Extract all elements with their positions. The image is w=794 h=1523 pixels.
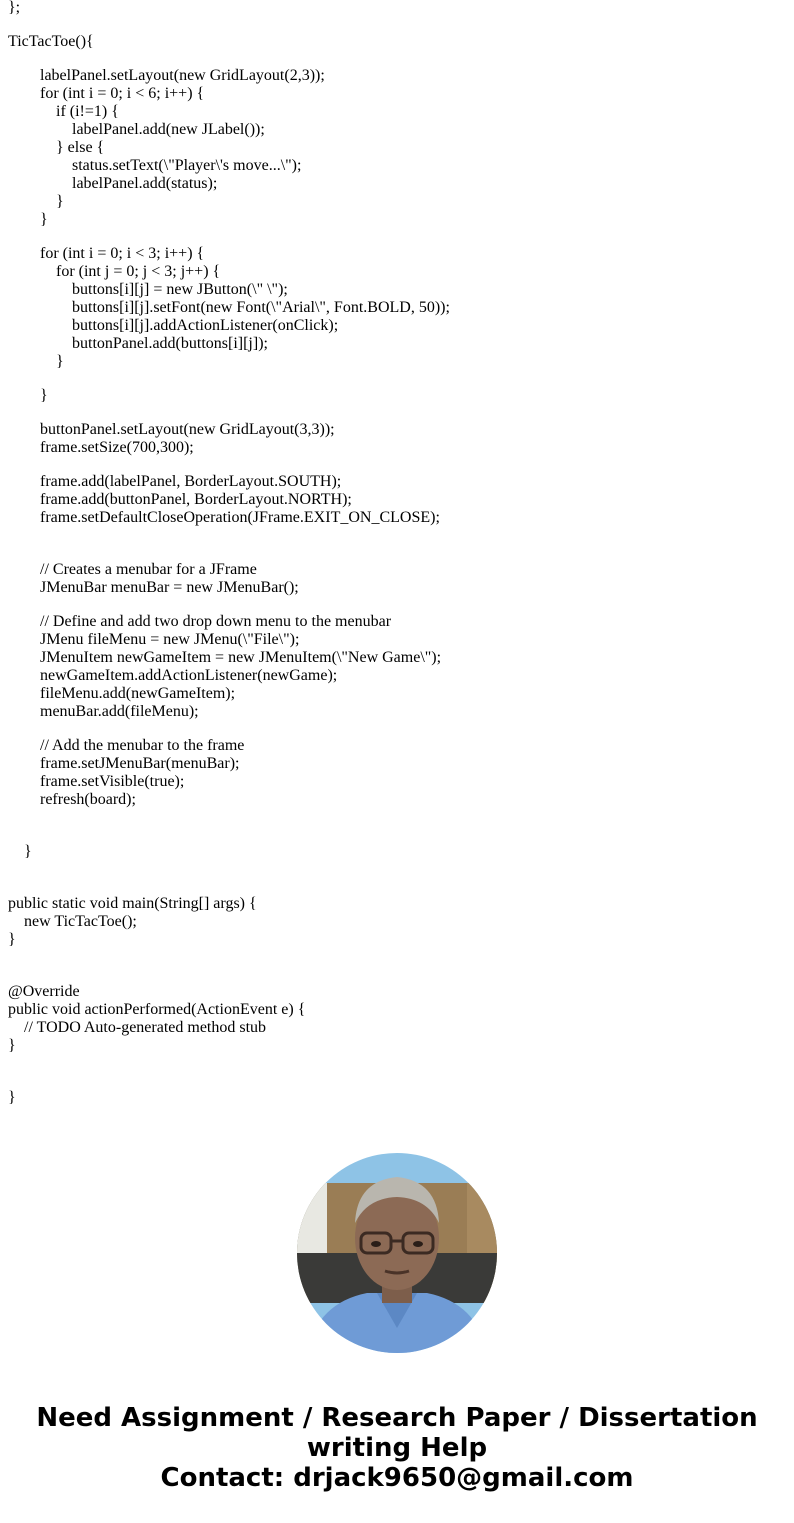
code-line: // Define and add two drop down menu to the menubar [40,613,392,630]
code-line: TicTacToe(){ [8,33,94,50]
code-line: // Add the menubar to the frame [40,737,245,754]
code-line: }; [8,0,21,16]
code-line: } [24,843,32,860]
code-line: buttons[i][j].addActionListener(onClick); [72,317,339,334]
code-line: } [8,1037,16,1054]
code-line: labelPanel.add(status); [72,175,218,192]
code-line: frame.add(buttonPanel, BorderLayout.NORTH); [40,491,352,508]
code-line: new TicTacToe(); [24,913,137,930]
code-line: labelPanel.add(new JLabel()); [72,121,265,138]
code-line: } [56,353,64,370]
code-line: } else { [56,139,105,156]
code-line: status.setText(\"Player\'s move...\"); [72,157,302,174]
code-line: } [8,931,16,948]
code-line: } [56,193,64,210]
code-line: newGameItem.addActionListener(newGame); [40,667,338,684]
author-avatar [297,1153,497,1353]
code-line: buttonPanel.add(buttons[i][j]); [72,335,268,352]
code-line: JMenuItem newGameItem = new JMenuItem(\"New Game\"); [40,649,442,666]
promo-line-2: writing Help [306,1433,488,1463]
code-line: buttons[i][j] = new JButton(\" \"); [72,281,288,298]
code-line: buttonPanel.setLayout(new GridLayout(3,3)); [40,421,335,438]
code-line: } [8,1089,16,1106]
promo-line-1: Need Assignment / Research Paper / Dissertation [36,1403,758,1433]
code-line: frame.setVisible(true); [40,773,185,790]
code-line: } [40,211,48,228]
promo-contact: Contact: drjack9650@gmail.com [160,1463,634,1493]
code-line: frame.setDefaultCloseOperation(JFrame.EXIT_ON_CLOSE); [40,509,440,526]
code-line: for (int i = 0; i < 6; i++) { [40,85,205,102]
author-photo-icon [297,1153,497,1353]
code-line: refresh(board); [40,791,136,808]
code-line: for (int j = 0; j < 3; j++) { [56,263,221,280]
code-line: frame.setJMenuBar(menuBar); [40,755,240,772]
code-line: } [40,387,48,404]
code-line: // TODO Auto-generated method stub [24,1019,267,1036]
code-line: @Override [8,983,80,1000]
code-line: public static void main(String[] args) { [8,895,257,912]
code-line: for (int i = 0; i < 3; i++) { [40,245,205,262]
code-line: frame.setSize(700,300); [40,439,194,456]
code-line: labelPanel.setLayout(new GridLayout(2,3)); [40,67,325,84]
code-line: frame.add(labelPanel, BorderLayout.SOUTH); [40,473,342,490]
code-line: if (i!=1) { [56,103,119,120]
code-line: // Creates a menubar for a JFrame [40,561,257,578]
promo-banner [0,1403,794,1493]
code-line: menuBar.add(fileMenu); [40,703,199,720]
code-line: public void actionPerformed(ActionEvent e) { [8,1001,306,1018]
code-line: JMenuBar menuBar = new JMenuBar(); [40,579,299,596]
code-line: buttons[i][j].setFont(new Font(\"Arial\", Font.BOLD, 50)); [72,299,450,316]
code-line: fileMenu.add(newGameItem); [40,685,236,702]
code-line: JMenu fileMenu = new JMenu(\"File\"); [40,631,300,648]
